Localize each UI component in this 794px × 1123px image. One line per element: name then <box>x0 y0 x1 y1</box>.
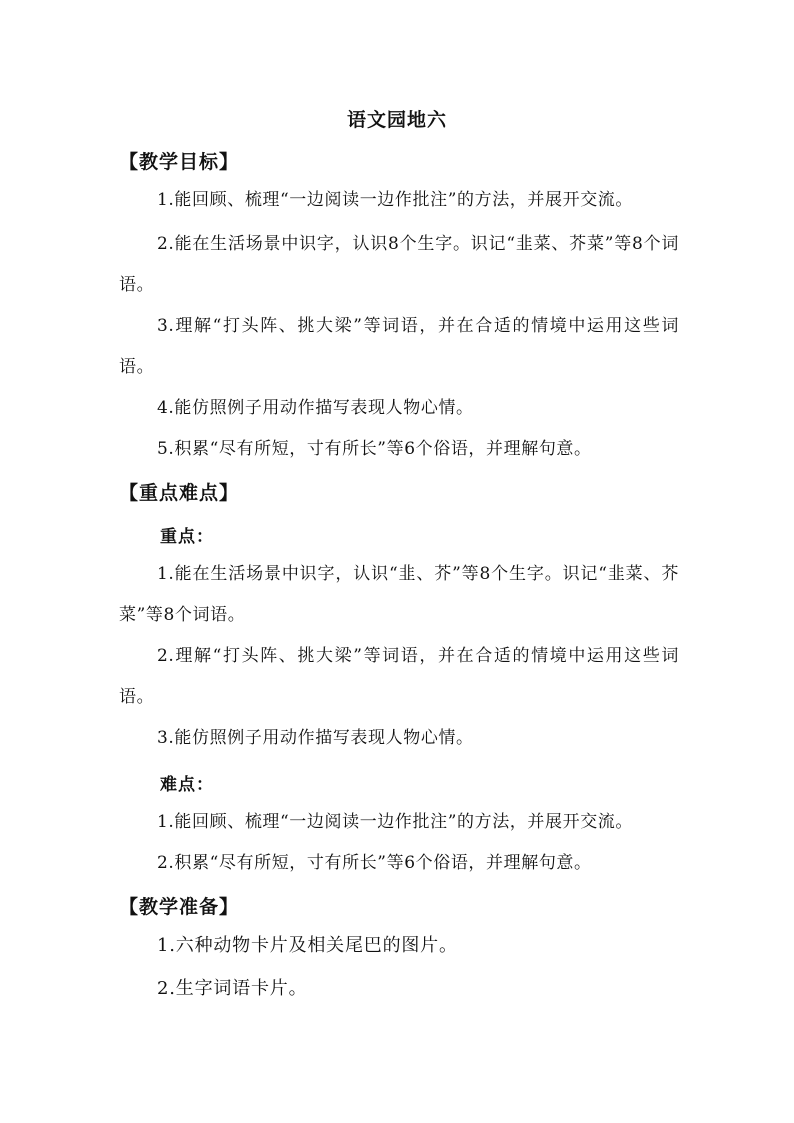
difficult-points-label: 难点： <box>160 775 214 795</box>
key-item-2: 2.理解“打头阵、挑大梁”等词语，并在合适的情境中运用这些词语。 <box>119 646 679 707</box>
document-title: 语文园地六 <box>346 109 447 131</box>
goal-item-5: 5.积累“尽有所短，寸有所长”等6个俗语，并理解句意。 <box>157 439 592 459</box>
key-points-label: 重点： <box>160 527 214 547</box>
goal-item-3: 3.理解“打头阵、挑大梁”等词语，并在合适的情境中运用这些词语。 <box>119 316 679 377</box>
section-heading-prep: 【教学准备】 <box>119 896 240 918</box>
section-heading-goals: 【教学目标】 <box>119 151 240 173</box>
key-item-3: 3.能仿照例子用动作描写表现人物心情。 <box>157 728 474 748</box>
prep-item-1: 1.六种动物卡片及相关尾巴的图片。 <box>157 935 458 956</box>
goal-item-4: 4.能仿照例子用动作描写表现人物心情。 <box>157 398 474 418</box>
section-heading-focus: 【重点难点】 <box>119 482 240 504</box>
difficult-item-2: 2.积累“尽有所短，寸有所长”等6个俗语，并理解句意。 <box>157 853 592 873</box>
goal-item-1: 1.能回顾、梳理“一边阅读一边作批注”的方法，并展开交流。 <box>157 190 634 210</box>
goal-item-2: 2.能在生活场景中识字，认识8个生字。识记“韭菜、芥菜”等8个词语。 <box>119 234 679 295</box>
prep-item-2: 2.生字词语卡片。 <box>157 978 308 999</box>
difficult-item-1: 1.能回顾、梳理“一边阅读一边作批注”的方法，并展开交流。 <box>157 812 634 832</box>
key-item-1: 1.能在生活场景中识字，认识“韭、芥”等8个生字。识记“韭菜、芥菜”等8个词语。 <box>119 564 679 625</box>
